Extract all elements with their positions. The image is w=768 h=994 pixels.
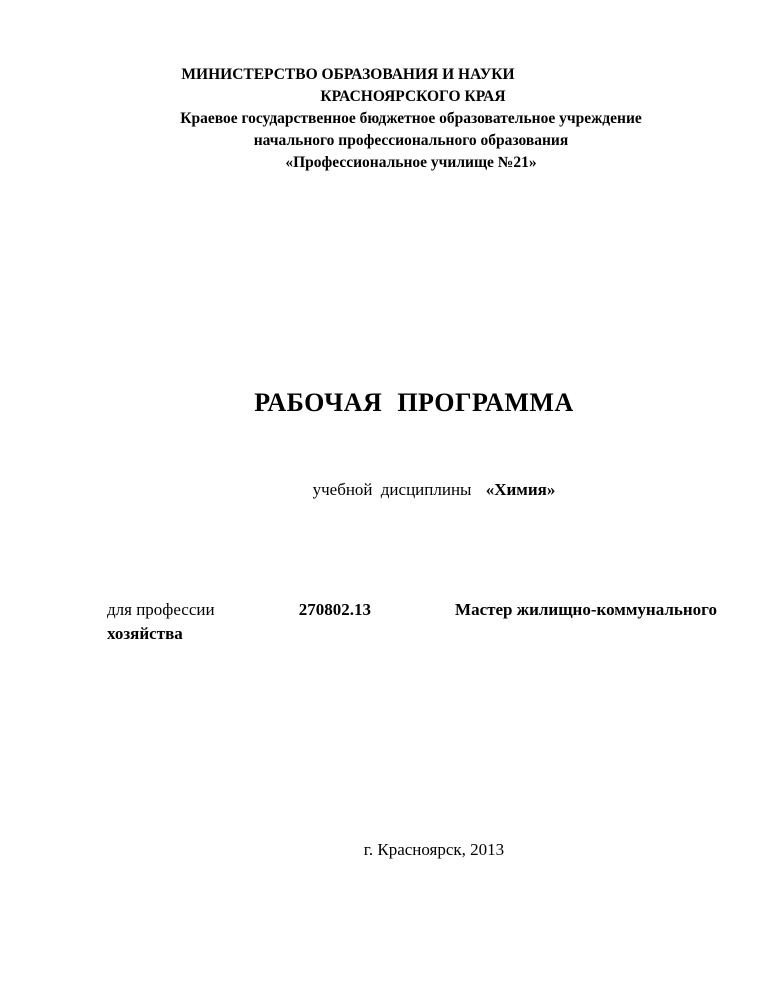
discipline-name: «Химия» xyxy=(485,480,556,499)
profession-code: 270802.13 xyxy=(298,600,371,619)
city-year: г. Красноярск, 2013 xyxy=(363,840,505,859)
discipline-prefix: учебной дисциплины xyxy=(312,480,472,499)
institution-line-3: «Профессиональное училище №21» xyxy=(285,154,537,171)
header-block xyxy=(0,64,768,174)
profession-name-part-2: хозяйства xyxy=(107,624,183,643)
discipline-line xyxy=(50,480,768,500)
document-title: РАБОЧАЯ ПРОГРАММА xyxy=(254,388,574,417)
ministry-name-line-1: МИНИСТЕРСТВО ОБРАЗОВАНИЯ И НАУКИ xyxy=(181,66,515,83)
profession-prefix: для профессии xyxy=(107,600,215,619)
profession-row xyxy=(107,598,717,622)
ministry-name-line-2: КРАСНОЯРСКОГО КРАЯ xyxy=(320,88,506,105)
institution-line-1: Краевое государственное бюджетное образовательное учреждение xyxy=(180,110,642,127)
institution-line-2: начального профессионального образования xyxy=(253,132,569,149)
profession-name-part-1: Мастер жилищно-коммунального xyxy=(455,600,717,619)
profession-block xyxy=(107,598,717,646)
